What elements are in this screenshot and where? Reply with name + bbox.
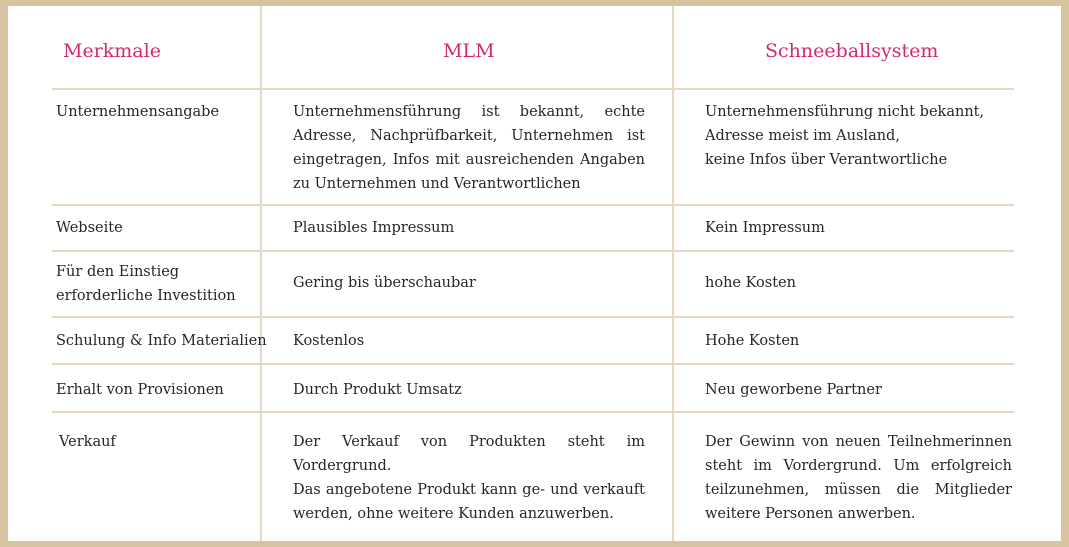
- cell-line: Der Verkauf von Produkten steht im Vordergrund.: [293, 434, 645, 474]
- header-schneeballsystem: Schneeballsystem: [765, 40, 939, 62]
- cell-line: Für den Einstieg: [56, 264, 180, 280]
- header-merkmale: Merkmale: [63, 40, 161, 62]
- mlm-cell: Unternehmensführung ist bekannt, echte Adresse, Nachprüfbarkeit, Unternehmen ist eingetragen, Infos mit ausreichenden Angaben zu Unternehmen und Verantwortlichen: [293, 104, 645, 192]
- schneeball-cell: Neu geworbene Partner: [705, 382, 882, 398]
- row-divider: [52, 363, 1014, 365]
- header-mlm: MLM: [443, 40, 495, 62]
- mlm-cell: Plausibles Impressum: [293, 220, 455, 236]
- row-label: [56, 260, 236, 308]
- row-divider: [52, 88, 1014, 90]
- cell-line: Adresse meist im Ausland,: [705, 128, 900, 144]
- mlm-cell: Kostenlos: [293, 333, 365, 349]
- schneeball-cell: [705, 100, 1005, 172]
- row-label: Schulung & Info Materialien: [56, 333, 267, 349]
- cell-line: Das angebotene Produkt kann ge- und verkauft werden, ohne weitere Kunden anzuwerben.: [293, 482, 645, 522]
- mlm-cell: Durch Produkt Umsatz: [293, 382, 462, 398]
- row-divider: [52, 316, 1014, 318]
- schneeball-cell: hohe Kosten: [705, 275, 796, 291]
- mlm-cell: Gering bis überschaubar: [293, 275, 476, 291]
- row-divider: [52, 204, 1014, 206]
- mlm-cell: [293, 430, 645, 526]
- cell-line: Unternehmensführung nicht bekannt,: [705, 104, 985, 120]
- row-divider: [52, 411, 1014, 413]
- comparison-table: [8, 6, 1061, 541]
- row-label: Webseite: [56, 220, 123, 236]
- row-divider: [52, 250, 1014, 252]
- column-divider: [672, 6, 674, 541]
- row-label: Verkauf: [59, 434, 116, 450]
- schneeball-cell: Kein Impressum: [705, 220, 825, 236]
- row-label: Unternehmensangabe: [56, 104, 220, 120]
- cell-line: erforderliche Investition: [56, 288, 236, 304]
- schneeball-cell: Hohe Kosten: [705, 333, 800, 349]
- column-divider: [260, 6, 262, 541]
- cell-line: keine Infos über Verantwortliche: [705, 152, 948, 168]
- row-label: Erhalt von Provisionen: [56, 382, 224, 398]
- schneeball-cell: Der Gewinn von neuen Teilnehmerinnen steht im Vordergrund. Um erfolgreich teilzunehmen, müssen die Mitglieder weitere Personen anwerben.: [705, 434, 1012, 522]
